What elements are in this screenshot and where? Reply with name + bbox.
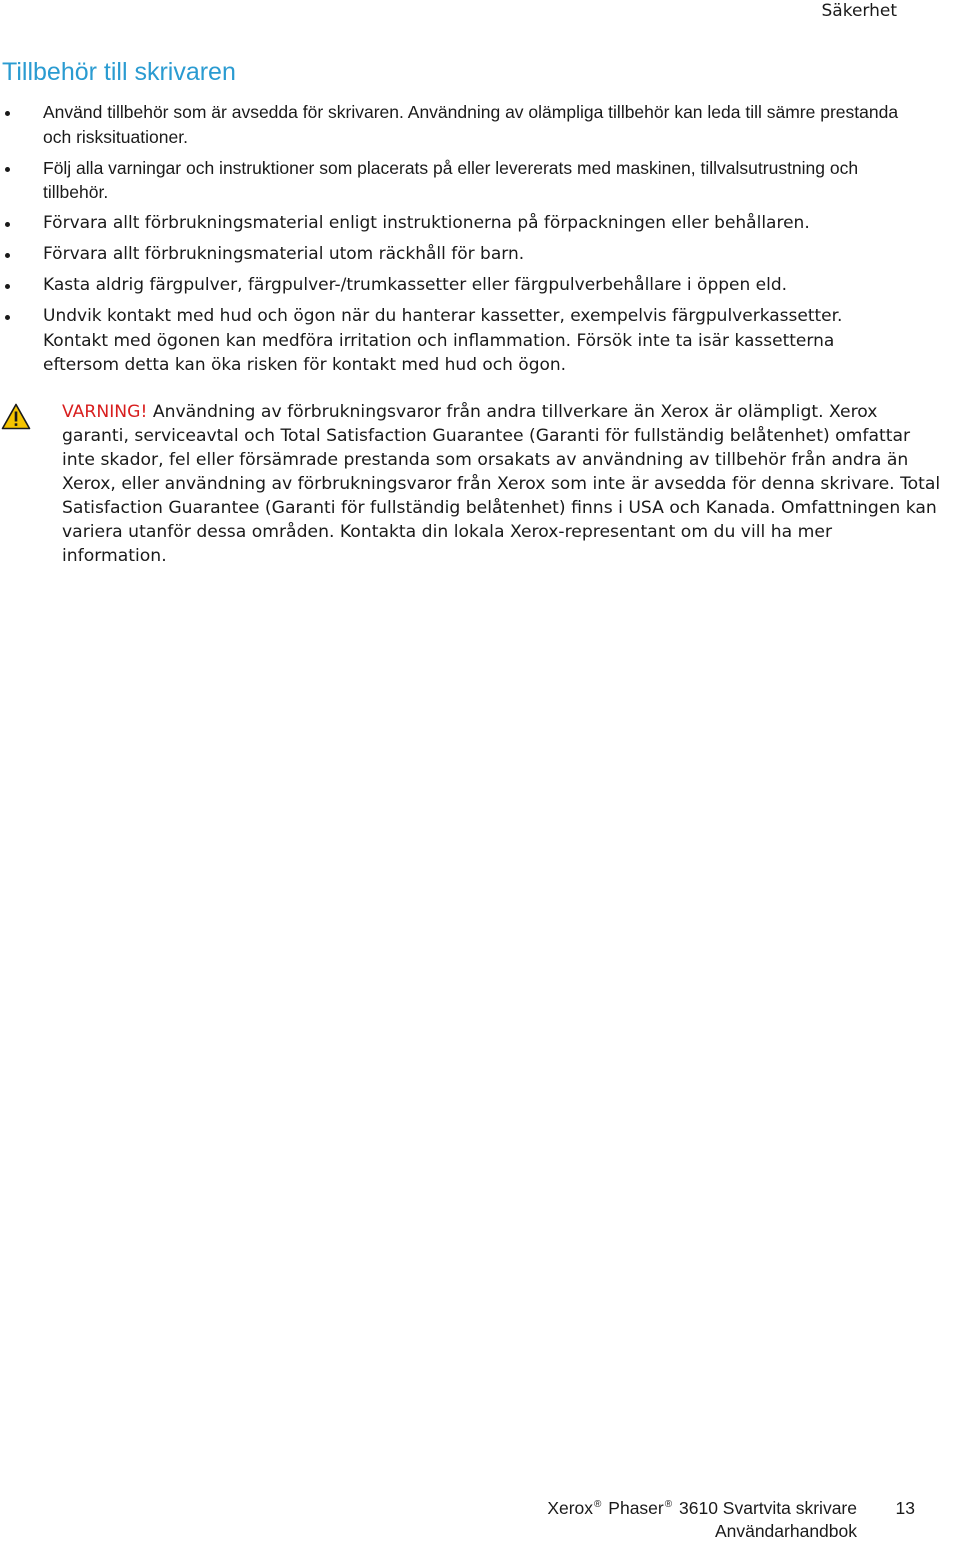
- list-item-text: Använd tillbehör som är avsedda för skrivaren. Användning av olämpliga tillbehör kan leda till sämre prestanda och risksituationer.: [43, 102, 899, 147]
- list-item-text: Förvara allt förbrukningsmaterial utom räckhåll för barn.: [43, 244, 525, 264]
- bullet-list: [0, 100, 900, 384]
- footer-product: [547, 1497, 857, 1520]
- list-item-text: Undvik kontakt med hud och ögon när du hanterar kassetter, exempelvis färgpulverkassetter. Kontakt med ögonen kan medföra irritation och inflammation. Försök inte ta isär kassetterna eftersom detta kan öka risken för kontakt med hud och ögon.: [43, 306, 843, 375]
- page-number: 13: [895, 1498, 915, 1518]
- list-item-text: Följ alla varningar och instruktioner som placerats på eller levererats med maskinen, tillvalsutrustning och tillbehör.: [43, 157, 859, 202]
- running-header: Säkerhet: [821, 1, 897, 21]
- footer-brand: Xerox: [547, 1498, 594, 1518]
- warning-label: VARNING!: [62, 402, 148, 422]
- list-item-text: Förvara allt förbrukningsmaterial enligt instruktionerna på förpackningen eller behållaren.: [43, 213, 810, 233]
- warning-triangle-icon: [1, 403, 31, 430]
- bullet-icon: [5, 253, 10, 258]
- registered-mark: ®: [594, 1499, 602, 1510]
- list-item: [0, 242, 900, 267]
- warning-body: Användning av förbrukningsvaror från andra tillverkare än Xerox är olämpligt. Xerox garanti, serviceavtal och Total Satisfaction Guarantee (Garanti för fullständig belåtenhet) omfattar inte skador, fel eller försämrade prestanda som orsakats av användning av tillbehör från andra än Xerox, eller användning av förbrukningsvaror från Xerox som inte är avsedda för denna skrivare. Total Satisfaction Guarantee (Garanti för fullständig belåtenhet) finns i USA och Kanada. Omfattningen kan variera utanför dessa områden. Kontakta din lokala Xerox-representant om du vill ha mer information.: [62, 402, 941, 566]
- list-item: [0, 211, 900, 236]
- footer-model: 3610 Svartvita skrivare: [679, 1498, 857, 1518]
- bullet-icon: [5, 315, 10, 320]
- footer-doc-title: Användarhandbok: [714, 1521, 857, 1541]
- list-item: [0, 304, 900, 378]
- list-item: [0, 273, 900, 298]
- warning-text: [62, 400, 942, 568]
- bullet-icon: [5, 222, 10, 227]
- registered-mark: ®: [664, 1499, 673, 1510]
- list-item: [0, 100, 900, 149]
- section-title: Tillbehör till skrivaren: [2, 58, 236, 86]
- bullet-icon: [5, 284, 10, 289]
- list-item: [0, 156, 900, 205]
- bullet-icon: [5, 167, 10, 172]
- list-item-text: Kasta aldrig färgpulver, färgpulver-/trumkassetter eller färgpulverbehållare i öppen eld.: [43, 275, 788, 295]
- footer-product-name: Phaser: [608, 1498, 664, 1518]
- bullet-icon: [5, 111, 10, 116]
